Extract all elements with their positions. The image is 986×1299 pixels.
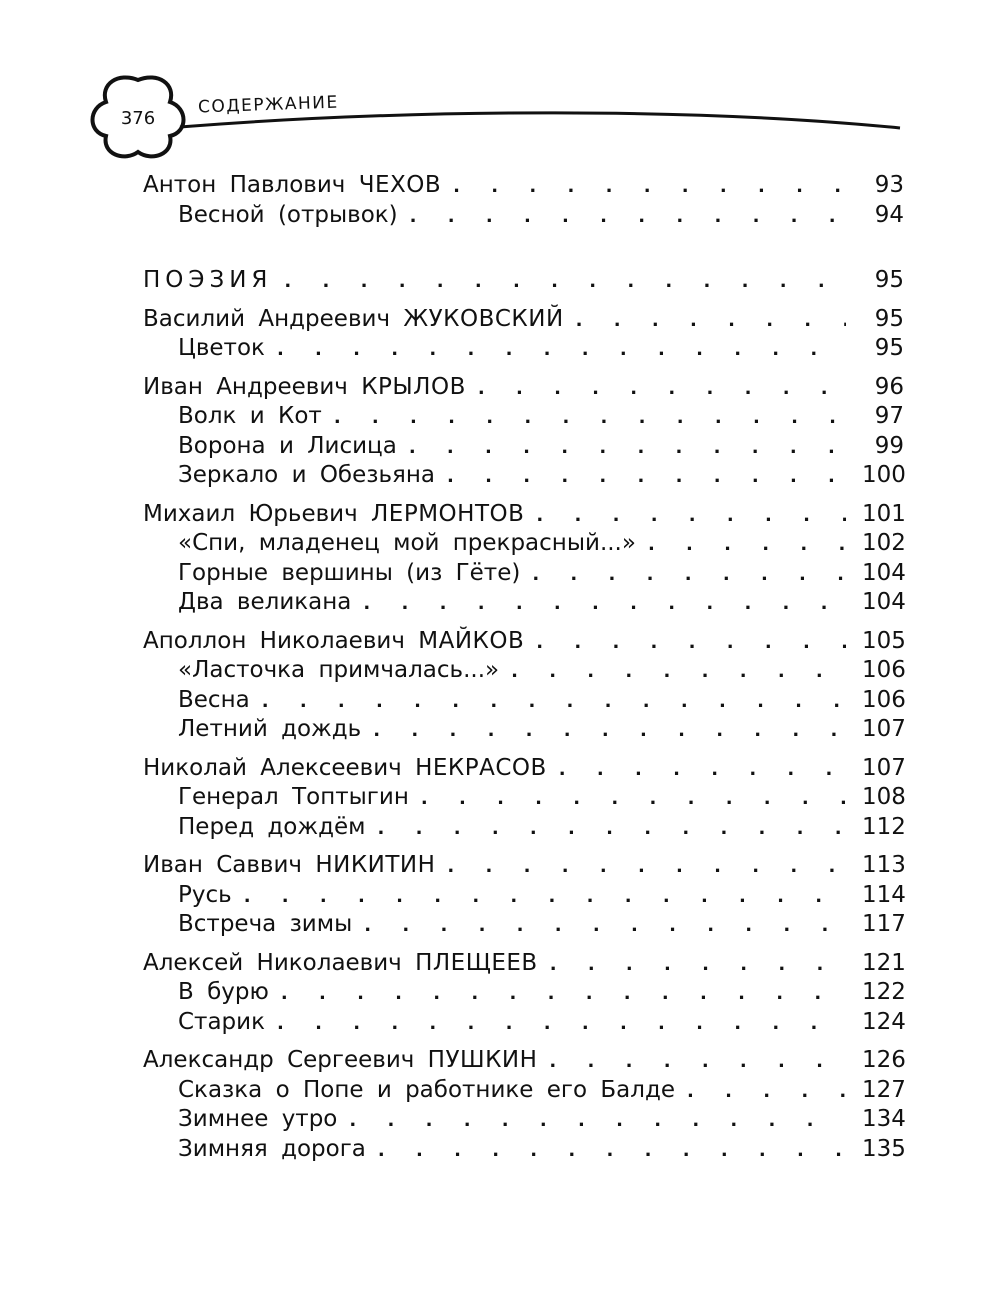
dot-leader — [277, 1009, 846, 1039]
page-ref: 126 — [862, 1047, 906, 1073]
entry-title: Зеркало и Обезьяна — [178, 462, 436, 488]
toc-work[interactable] — [143, 1008, 904, 1038]
page-ref: 134 — [862, 1106, 906, 1132]
entry-title: Антон Павлович ЧЕХОВ — [143, 172, 442, 198]
dot-leader — [334, 403, 846, 433]
page-ref: 105 — [862, 627, 906, 654]
dot-leader — [536, 628, 846, 658]
page-ref: 135 — [862, 1135, 906, 1162]
dot-leader — [363, 589, 846, 619]
entry-title: Цветок — [178, 335, 265, 361]
page-ref: 106 — [862, 686, 906, 713]
dot-leader — [373, 716, 846, 746]
dot-leader — [511, 657, 846, 687]
header-underline — [180, 113, 900, 128]
dot-leader — [378, 1136, 846, 1166]
toc-work[interactable] — [143, 461, 904, 491]
page-ref: 117 — [862, 911, 906, 937]
page-ref: 107 — [862, 716, 906, 742]
dot-leader — [532, 560, 846, 590]
toc-work[interactable] — [143, 1076, 904, 1106]
toc-work[interactable] — [143, 559, 904, 589]
entry-title: Алексей Николаевич ПЛЕЩЕЕВ — [143, 949, 538, 976]
entry-title: Два великана — [178, 589, 352, 615]
entry-title: Старик — [178, 1008, 265, 1035]
entry-title: Михаил Юрьевич ЛЕРМОНТОВ — [143, 500, 525, 527]
entry-title: «Ласточка примчалась...» — [178, 657, 500, 683]
toc-author-nekrasov[interactable] — [143, 754, 904, 784]
toc-work[interactable] — [143, 978, 904, 1008]
dot-leader — [447, 852, 846, 882]
page-ref: 108 — [862, 784, 906, 810]
toc-work[interactable] — [143, 334, 904, 364]
page-ref: 104 — [862, 589, 906, 615]
table-of-contents — [143, 171, 904, 1164]
toc-work[interactable] — [143, 588, 904, 618]
dot-leader — [648, 530, 846, 560]
dot-leader — [549, 1047, 846, 1077]
page-ref: 127 — [862, 1076, 906, 1103]
entry-title: Ворона и Лисица — [178, 432, 397, 459]
dot-leader — [453, 172, 846, 202]
page-ref: 106 — [862, 657, 906, 683]
entry-title: Зимняя дорога — [178, 1135, 366, 1162]
page-ref: 121 — [862, 949, 906, 976]
entry-title: В бурю — [178, 979, 269, 1005]
toc-author-krylov[interactable] — [143, 373, 904, 403]
dot-leader — [576, 306, 846, 336]
page-ref: 95 — [874, 267, 904, 293]
dot-leader — [364, 911, 846, 941]
entry-title: Зимнее утро — [178, 1106, 338, 1132]
entry-title: Весной (отрывок) — [178, 201, 398, 228]
entry-title: Сказка о Попе и работнике его Балде — [178, 1076, 676, 1103]
toc-author-zhukovsky[interactable] — [143, 305, 904, 335]
dot-leader — [281, 979, 846, 1009]
page-ref: 100 — [862, 462, 906, 488]
toc-author-nikitin[interactable] — [143, 851, 904, 881]
toc-work[interactable] — [143, 686, 904, 716]
header-decoration — [0, 0, 986, 170]
page-ref: 114 — [862, 881, 906, 908]
page-number: 376 — [120, 108, 156, 129]
toc-work[interactable] — [143, 715, 904, 745]
page-ref: 95 — [874, 335, 904, 361]
page-ref: 107 — [862, 754, 906, 781]
toc-work[interactable] — [143, 432, 904, 462]
dot-leader — [349, 1106, 846, 1136]
toc-section-poetry[interactable] — [143, 266, 904, 296]
entry-title: Перед дождём — [178, 813, 366, 840]
entry-title: Николай Алексеевич НЕКРАСОВ — [143, 754, 547, 781]
dot-leader — [262, 687, 846, 717]
page-ref: 102 — [862, 530, 906, 556]
page-ref: 93 — [874, 172, 904, 198]
page-header — [0, 0, 986, 170]
dot-leader — [536, 501, 846, 531]
page-ref: 97 — [874, 403, 904, 429]
toc-work[interactable] — [143, 813, 904, 843]
entry-title: Аполлон Николаевич МАЙКОВ — [143, 627, 525, 654]
dot-leader — [244, 882, 846, 912]
toc-work[interactable] — [143, 656, 904, 686]
dot-leader — [687, 1077, 846, 1107]
page-ref: 94 — [874, 201, 904, 228]
dot-leader — [378, 814, 846, 844]
page-ref: 101 — [862, 500, 906, 527]
dot-leader — [559, 755, 846, 785]
page-ref: 122 — [862, 979, 906, 1005]
page-ref: 113 — [862, 852, 906, 878]
entry-title: Русь — [178, 881, 232, 908]
page-ref: 96 — [874, 373, 904, 400]
toc-author-chekhov[interactable] — [143, 171, 904, 201]
toc-work[interactable] — [143, 783, 904, 813]
toc-author-lermontov[interactable] — [143, 500, 904, 530]
toc-work[interactable] — [143, 881, 904, 911]
dot-leader — [410, 202, 846, 232]
dot-leader — [284, 267, 846, 297]
toc-work[interactable] — [143, 201, 904, 231]
toc-work[interactable] — [143, 1105, 904, 1135]
dot-leader — [409, 433, 846, 463]
toc-author-pleshcheev[interactable] — [143, 949, 904, 979]
entry-title: ПОЭЗИЯ — [143, 267, 273, 293]
entry-title: Василий Андреевич ЖУКОВСКИЙ — [143, 305, 564, 332]
page-ref: 112 — [862, 813, 906, 840]
entry-title: Александр Сергеевич ПУШКИН — [143, 1047, 538, 1073]
page-ref: 124 — [862, 1008, 906, 1035]
toc-work[interactable] — [143, 1135, 904, 1165]
entry-title: Встреча зимы — [178, 911, 353, 937]
entry-title: Генерал Топтыгин — [178, 784, 409, 810]
toc-author-maykov[interactable] — [143, 627, 904, 657]
entry-title: Волк и Кот — [178, 403, 322, 429]
toc-work[interactable] — [143, 910, 904, 940]
entry-title: Летний дождь — [178, 716, 362, 742]
entry-title: «Спи, младенец мой прекрасный...» — [178, 530, 636, 556]
entry-title: Весна — [178, 686, 250, 713]
dot-leader — [478, 374, 846, 404]
dot-leader — [277, 335, 846, 365]
page-ref: 95 — [874, 305, 904, 332]
entry-title: Иван Андреевич КРЫЛОВ — [143, 373, 466, 400]
entry-title: Иван Саввич НИКИТИН — [143, 852, 436, 878]
entry-title: Горные вершины (из Гёте) — [178, 559, 521, 586]
dot-leader — [550, 950, 846, 980]
section-title: СОДЕРЖАНИЕ — [197, 92, 340, 118]
dot-leader — [447, 462, 846, 492]
dot-leader — [421, 784, 846, 814]
page-ref: 104 — [862, 559, 906, 586]
toc-work[interactable] — [143, 402, 904, 432]
toc-work[interactable] — [143, 529, 904, 559]
page-ref: 99 — [874, 432, 904, 459]
toc-author-pushkin[interactable] — [143, 1046, 904, 1076]
